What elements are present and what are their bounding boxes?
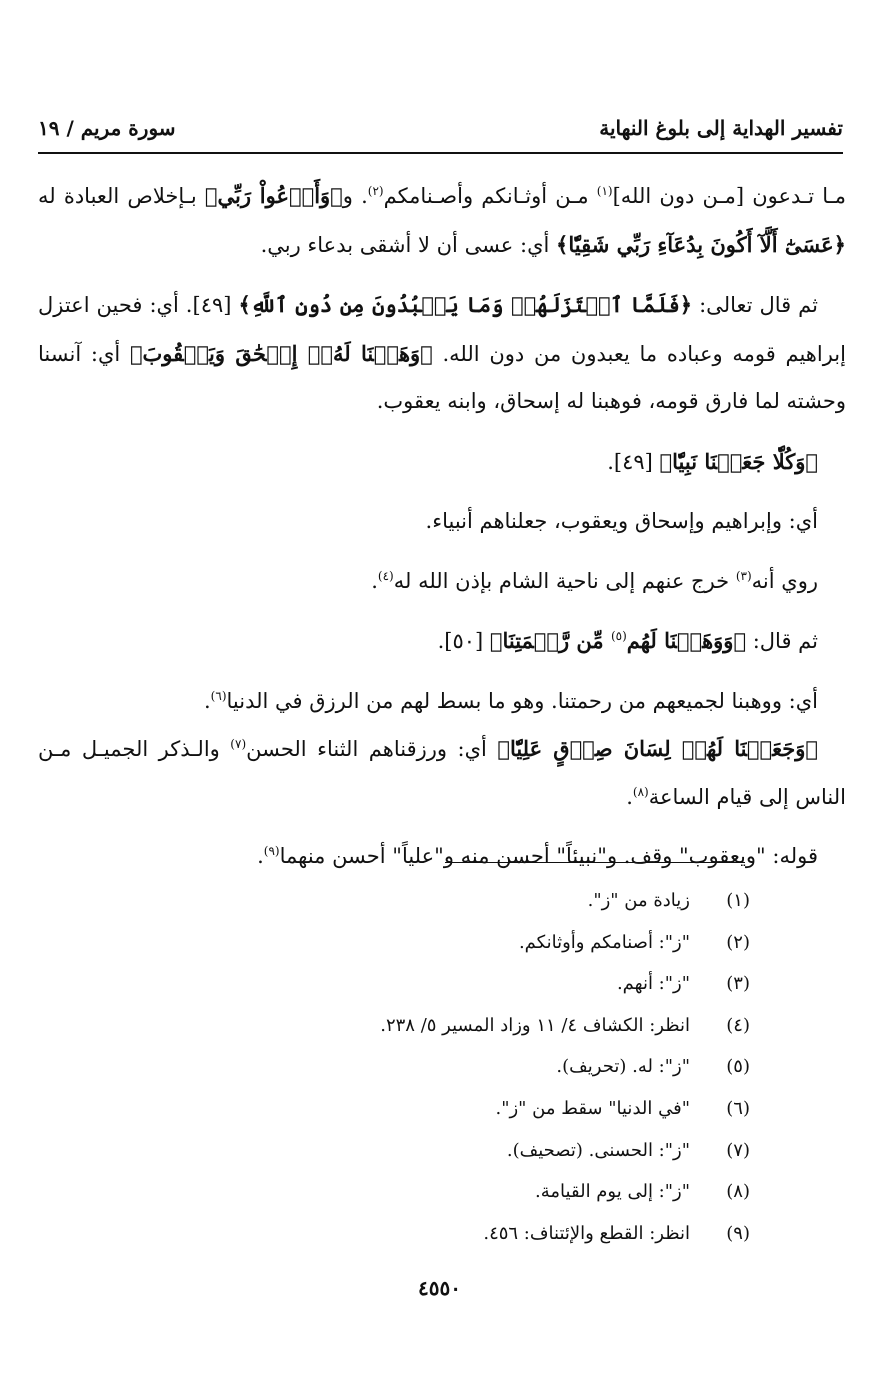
footnote-item xyxy=(38,922,750,964)
footnote-text: "ز": أصنامكم وأوثانكم. xyxy=(518,931,690,953)
footnote-ref: (١) xyxy=(596,184,613,198)
footnote-item xyxy=(38,1213,750,1255)
footnote-number: (١) xyxy=(726,890,750,911)
footnote-text: "ز": أنهم. xyxy=(616,973,690,995)
footnote-text: "ز": الحسنى. (تصحيف). xyxy=(506,1139,690,1161)
paragraph-4: أي: وإبراهيم وإسحاق ويعقوب، جعلناهم أنبياء. xyxy=(425,509,818,533)
footnote-number: (٩) xyxy=(726,1222,750,1244)
footnote-number: (٨) xyxy=(726,1181,750,1203)
footnote-ref: (٩) xyxy=(263,844,280,858)
quran-verse: مِّن رَّحۡمَتِنَا﴾ xyxy=(489,628,611,653)
footnote-ref: (٣) xyxy=(735,568,752,583)
quran-verse: ﴿فَلَمَّا ٱعۡتَزَلَهُمۡ وَمَا يَعۡبُدُونَ مِن دُونِ ٱللَّهِ﴾ xyxy=(238,292,693,317)
quran-verse: ﴿وَوَهَبۡنَا لَهُم xyxy=(626,628,747,653)
footnote-item xyxy=(38,1046,750,1088)
footnote-number: (٤) xyxy=(726,1014,750,1036)
paragraph-3: ﴿وَكُلّٗا جَعَلۡنَا نَبِيّٗا﴾ [٤٩]. xyxy=(607,448,818,474)
quran-verse: ﴿وَجَعَلۡنَا لَهُمۡ لِسَانَ صِدۡقٍ عَلِيّٗا﴾ xyxy=(497,736,818,761)
footnote-number: (٢) xyxy=(726,931,750,953)
quran-verse: ﴿وَهَبۡنَا لَهُۥٓ إِسۡحَٰقَ وَيَعۡقُوبَ﴾ xyxy=(129,340,433,366)
footnote-number: (٧) xyxy=(726,1139,750,1161)
paragraph-7: أي: ووهبنا لجميعهم من رحمتنا. وهو ما بسط لهم من الرزق في الدنيا$^{(٦)}$. xyxy=(203,688,818,713)
footnotes xyxy=(38,880,750,1254)
running-header xyxy=(38,112,843,150)
paragraph-6: ثم قال: ﴿وَوَهَبۡنَا لَهُم$^{(٥)}$ مِّن رَّحۡمَتِنَا﴾ [٥٠]. xyxy=(437,628,818,653)
footnote-item xyxy=(38,1088,750,1130)
footnote-text: "ز": إلى يوم القيامة. xyxy=(535,1181,690,1203)
footnote-number: (٦) xyxy=(726,1097,750,1119)
book-title: تفسير الهداية إلى بلوغ النهاية xyxy=(599,116,843,140)
quran-verse: ﴿وَأَدۡعُواْ رَبِّي﴾ xyxy=(204,183,343,208)
footnote-item xyxy=(38,963,750,1005)
footnote-text: "ز": له. (تحريف). xyxy=(556,1056,690,1078)
footnote-text: "في الدنيا" سقط من "ز". xyxy=(495,1097,690,1119)
footnote-ref: (٦) xyxy=(210,688,227,703)
footnote-item xyxy=(38,1171,750,1213)
surah-label: سورة مريم / ١٩ xyxy=(38,116,176,140)
paragraph-9: قوله: "ويعقوب" وقف. و"نبيئاً" أحسن منه و"علياً" أحسن منهما$^{(٩)}$. xyxy=(257,844,818,868)
footnote-item xyxy=(38,1130,750,1172)
paragraph-8: ﴿وَجَعَلۡنَا لَهُمۡ لِسَانَ صِدۡقٍ عَلِيّٗا﴾ أي: ورزقناهم الثناء الحسن$^{(٧)}$ والـذكر الجميـل مـن الناس إلى قيام الساعة$^{(٨)}$. xyxy=(38,736,846,809)
footnote-number: (٥) xyxy=(726,1056,750,1078)
footnote-ref: (٨) xyxy=(632,784,649,799)
paragraph-5: روي أنه$^{(٣)}$ خرج عنهم إلى ناحية الشام بإذن الله له$^{(٤)}$. xyxy=(371,568,818,593)
page-number: ٤٥٥٠ xyxy=(418,1276,461,1300)
header-rule xyxy=(38,152,843,154)
footnote-item xyxy=(38,1005,750,1047)
quran-verse: ﴿وَكُلّٗا جَعَلۡنَا نَبِيّٗا﴾ xyxy=(659,448,818,474)
footnote-ref: (٥) xyxy=(610,629,627,643)
footnote-separator xyxy=(445,862,745,863)
footnote-ref: (٤) xyxy=(377,568,394,583)
footnote-text: انظر: الكشاف ٤/ ١١ وزاد المسير ٥/ ٢٣٨. xyxy=(380,1014,690,1036)
footnote-text: انظر: القطع والإئتناف: ٤٥٦. xyxy=(483,1222,690,1244)
quran-verse: ﴿عَسَىٰٓ أَلَّآ أَكُونَ بِدُعَآءِ رَبِّي شَقِيّٗا﴾ xyxy=(556,231,846,257)
paragraph-2: ثم قال تعالى: ﴿فَلَمَّا ٱعۡتَزَلَهُمۡ وَمَا يَعۡبُدُونَ مِن دُونِ ٱللَّهِ﴾ [٤٩]. أي: فحين اعتزل إبراهيم قومه وعباده ما يعبدون من دون الله. ﴿وَهَبۡنَا لَهُۥٓ إِسۡحَٰقَ وَيَعۡقُوبَ﴾ أي: آنسنا وحشته لما فارق قومه، فوهبنا له إسحاق، وابنه يعقوب. xyxy=(38,292,846,413)
footnote-ref: (٢) xyxy=(367,184,384,198)
footnote-item xyxy=(38,880,750,922)
footnote-ref: (٧) xyxy=(230,737,247,751)
paragraph-1: مـا تـدعون [مـن دون الله]$^{(١)}$ مـن أوثـانكم وأصـنامكم$^{(٢)}$. و﴿وَأَدۡعُواْ رَبِّي﴾ بـإخلاص العبادة له ﴿عَسَىٰٓ أَلَّآ أَكُونَ بِدُعَآءِ رَبِّي شَقِيّٗا﴾ أي: عسى أن لا أشقى بدعاء ربي. xyxy=(38,183,847,257)
footnote-number: (٣) xyxy=(726,973,750,995)
footnote-text: زيادة من "ز". xyxy=(587,890,690,911)
main-text xyxy=(38,172,846,881)
